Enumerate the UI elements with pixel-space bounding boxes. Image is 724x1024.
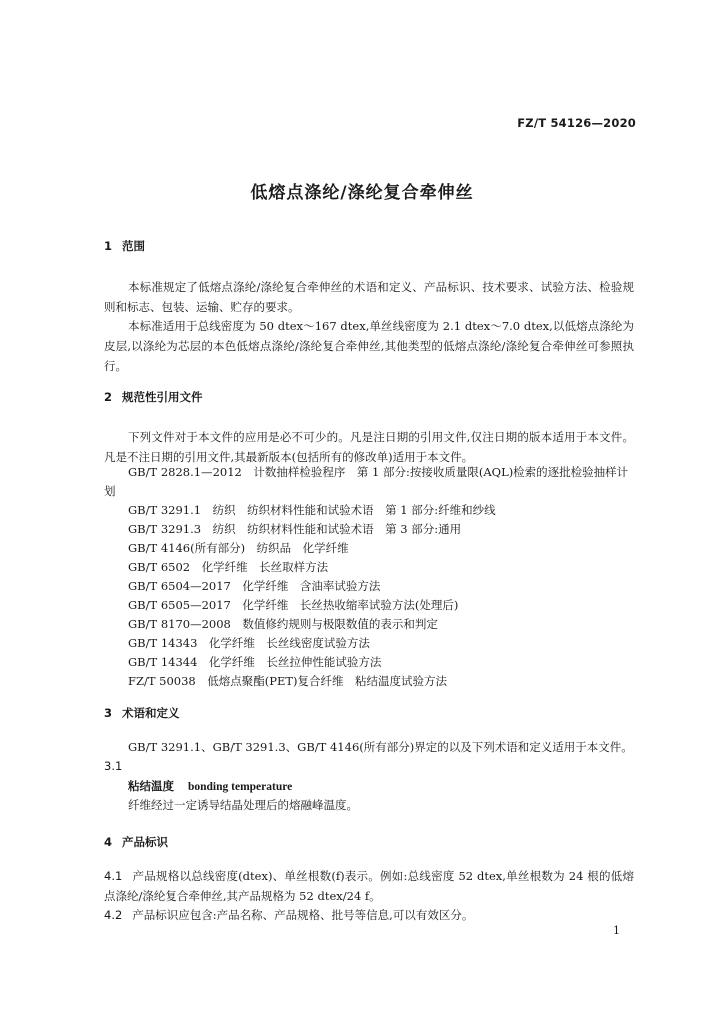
section-heading-scope (104, 238, 145, 254)
scope-paragraph-1: 本标准规定了低熔点涤纶/涤纶复合牵伸丝的术语和定义、产品标识、技术要求、试验方法、检验规则和标志、包装、运输、贮存的要求。 (104, 280, 634, 314)
reference-item: GB/T 3291.3 纺织 纺织材料性能和试验术语 第 3 部分:通用 (128, 522, 462, 536)
term-name-cn: 粘结温度 (128, 779, 174, 793)
term-definition: 纤维经过一定诱导结晶处理后的熔融峰温度。 (128, 798, 358, 812)
reference-item: GB/T 4146(所有部分) 纺织品 化学纤维 (128, 541, 349, 555)
section-title: 术语和定义 (122, 706, 180, 720)
page-number: 1 (613, 924, 620, 937)
section-title: 产品标识 (122, 835, 168, 849)
scope-paragraph-2: 本标准适用于总线密度为 50 dtex～167 dtex,单丝线密度为 2.1 dtex～7.0 dtex,以低熔点涤纶为皮层,以涤纶为芯层的本色低熔点涤纶/涤纶复合牵伸丝,其他类型的低熔点涤纶/涤纶复合牵伸丝可参照执行。 (104, 319, 634, 373)
clause-number: 4.2 (104, 908, 123, 922)
clause-text: 产品标识应包含:产品名称、产品规格、批号等信息,可以有效区分。 (132, 908, 474, 922)
reference-item: GB/T 14343 化学纤维 长丝线密度试验方法 (128, 636, 370, 650)
reference-item: GB/T 2828.1—2012 计数抽样检验程序 第 1 部分:按接收质量限(AQL)检索的逐批检验抽样计划 (104, 465, 629, 498)
term-name-en: bonding temperature (188, 781, 293, 793)
clause-text: 产品规格以总线密度(dtex)、单丝根数(f)表示。例如:总线密度 52 dtex,单丝根数为 24 根的低熔点涤纶/涤纶复合牵伸丝,其产品规格为 52 dtex/24 f。 (104, 869, 634, 903)
section-heading-marking (104, 834, 168, 850)
term-name (128, 778, 292, 794)
standard-code: FZ/T 54126—2020 (517, 116, 636, 130)
document-title: 低熔点涤纶/涤纶复合牵伸丝 (250, 183, 474, 203)
reference-item: FZ/T 50038 低熔点聚酯(PET)复合纤维 粘结温度试验方法 (128, 674, 448, 688)
reference-item: GB/T 6505—2017 化学纤维 长丝热收缩率试验方法(处理后) (128, 598, 459, 612)
section-number: 2 (104, 390, 113, 404)
reference-item: GB/T 3291.1 纺织 纺织材料性能和试验术语 第 1 部分:纤维和纱线 (128, 503, 496, 517)
section-title: 范围 (122, 239, 145, 253)
reference-item: GB/T 8170—2008 数值修约规则与极限数值的表示和判定 (128, 617, 438, 631)
reference-item: GB/T 6504—2017 化学纤维 含油率试验方法 (128, 579, 381, 593)
section-title: 规范性引用文件 (122, 390, 203, 404)
clause-4-1 (104, 866, 634, 906)
clause-number: 4.1 (104, 869, 123, 883)
normative-intro: 下列文件对于本文件的应用是必不可少的。凡是注日期的引用文件,仅注日期的版本适用于本文件。凡是不注日期的引用文件,其最新版本(包括所有的修改单)适用于本文件。 (104, 430, 634, 464)
terms-intro: GB/T 3291.1、GB/T 3291.3、GB/T 4146(所有部分)界定的以及下列术语和定义适用于本文件。 (128, 740, 633, 754)
term-number: 3.1 (104, 759, 123, 773)
reference-list (104, 463, 634, 691)
section-number: 1 (104, 239, 113, 253)
clause-4-2 (104, 905, 634, 925)
section-number: 3 (104, 706, 113, 720)
section-heading-normative (104, 389, 203, 405)
reference-item: GB/T 6502 化学纤维 长丝取样方法 (128, 560, 329, 574)
section-heading-terms (104, 705, 180, 721)
section-number: 4 (104, 835, 113, 849)
reference-item: GB/T 14344 化学纤维 长丝拉伸性能试验方法 (128, 655, 382, 669)
